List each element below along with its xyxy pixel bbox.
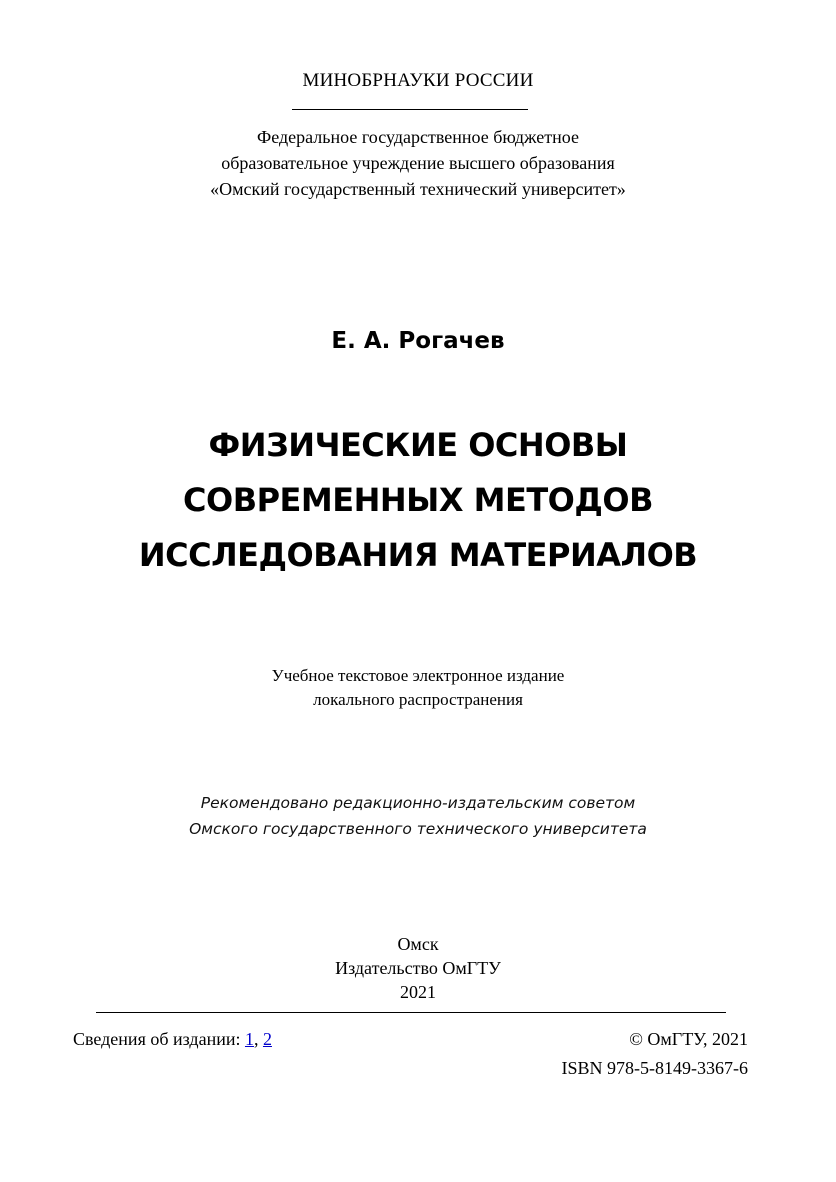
edition-info-link-1[interactable]: 1: [244, 1029, 254, 1049]
title-line: СОВРЕМЕННЫХ МЕТОДОВ: [183, 481, 653, 519]
recommendation-note: [0, 790, 836, 842]
edition-info-separator: ,: [253, 1029, 263, 1049]
book-title: [0, 418, 836, 583]
title-line: ИССЛЕДОВАНИЯ МАТЕРИАЛОВ: [138, 536, 698, 574]
imprint-city: Омск: [397, 934, 439, 954]
ministry-name: МИНОБРНАУКИ РОССИИ: [302, 70, 534, 91]
institution-line: образовательное учреждение высшего образования: [221, 153, 615, 173]
footer-divider: [96, 1012, 726, 1013]
author-name: Е. А. Рогачев: [331, 328, 505, 354]
edition-info-label: Сведения об издании:: [73, 1029, 245, 1049]
edition-line: локального распространения: [313, 690, 523, 709]
edition-info: [73, 1029, 272, 1050]
institution-line: «Омский государственный технический университет»: [210, 179, 626, 199]
edition-line: Учебное текстовое электронное издание: [271, 666, 565, 685]
imprint-year: 2021: [400, 982, 436, 1002]
recommendation-line: Рекомендовано редакционно-издательским советом: [200, 794, 636, 812]
isbn-number: ISBN 978-5-8149-3367-6: [561, 1058, 748, 1078]
edition-type: [0, 664, 836, 712]
institution-block: [0, 124, 836, 202]
title-line: ФИЗИЧЕСКИЕ ОСНОВЫ: [208, 426, 628, 464]
copyright-notice: © ОмГТУ, 2021: [629, 1029, 748, 1049]
ministry-underline: [292, 109, 528, 110]
recommendation-line: Омского государственного технического университета: [189, 820, 647, 838]
edition-info-link-2[interactable]: 2: [262, 1029, 272, 1049]
imprint-block: [0, 932, 836, 1004]
imprint-publisher: Издательство ОмГТУ: [335, 958, 501, 978]
institution-line: Федеральное государственное бюджетное: [257, 127, 579, 147]
